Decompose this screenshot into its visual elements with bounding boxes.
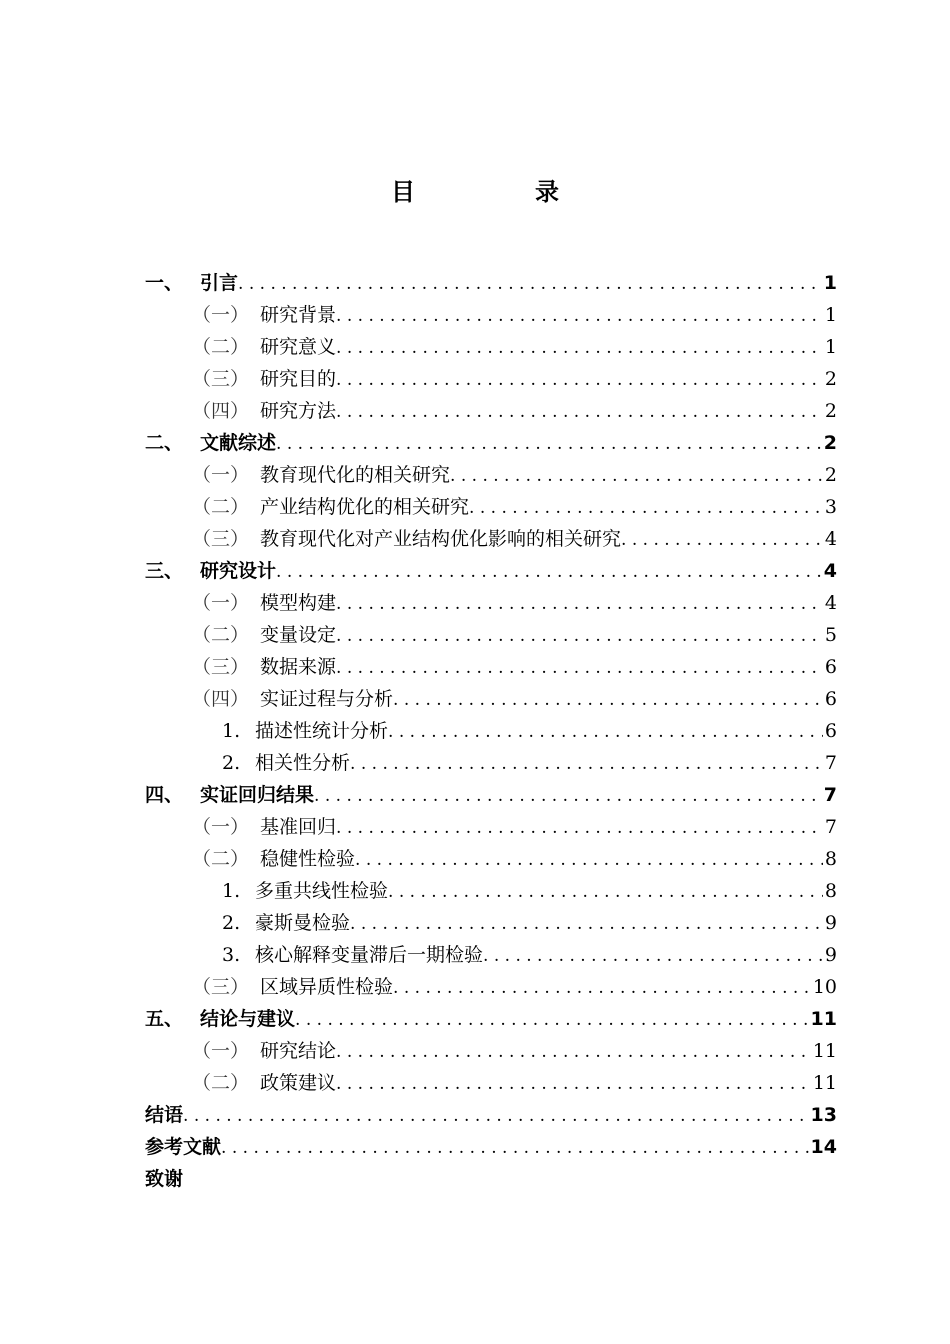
toc-entry-title: 研究背景 — [260, 304, 337, 326]
toc-entry-title: 描述性统计分析 — [255, 720, 389, 742]
toc-entry[interactable] — [145, 779, 837, 811]
toc-entry-page-number: 7 — [823, 784, 837, 806]
dot-leader — [336, 364, 823, 396]
toc-entry-page-number: 4 — [823, 560, 837, 582]
toc-entry-page-number: 6 — [824, 688, 837, 710]
dot-leader — [314, 780, 822, 812]
toc-entry-title: 变量设定 — [260, 624, 337, 646]
toc-entry[interactable] — [145, 331, 837, 363]
dot-leader — [336, 396, 823, 428]
dot-leader — [621, 524, 823, 556]
toc-entry-title: 区域异质性检验 — [260, 976, 394, 998]
toc-entry-title: 致谢 — [145, 1168, 184, 1190]
toc-entry-number: 2. — [222, 752, 241, 774]
toc-entry-page-number: 6 — [824, 656, 837, 678]
toc-entry-title: 实证过程与分析 — [260, 688, 394, 710]
toc-entry-page-number: 10 — [812, 976, 837, 998]
toc-entry-number: 四、 — [145, 784, 184, 806]
dot-leader — [295, 1004, 809, 1036]
dot-leader — [450, 460, 823, 492]
toc-entry[interactable] — [145, 1099, 837, 1131]
toc-entry[interactable] — [145, 1035, 837, 1067]
toc-entry[interactable] — [145, 555, 837, 587]
toc-entry[interactable] — [145, 363, 837, 395]
toc-entry-number: （二） — [192, 496, 250, 518]
dot-leader — [393, 972, 811, 1004]
toc-entry[interactable] — [145, 875, 837, 907]
toc-entry-number: （四） — [192, 688, 250, 710]
toc-entry-title: 稳健性检验 — [260, 848, 356, 870]
toc-entry-page-number: 11 — [812, 1072, 837, 1094]
dot-leader — [393, 684, 823, 716]
toc-entry[interactable] — [145, 587, 837, 619]
toc-entry[interactable] — [145, 715, 837, 747]
toc-entry-title: 多重共线性检验 — [255, 880, 389, 902]
toc-entry-title: 相关性分析 — [255, 752, 351, 774]
toc-entry-title: 模型构建 — [260, 592, 337, 614]
toc-entry[interactable] — [145, 523, 837, 555]
dot-leader — [238, 268, 822, 300]
dot-leader — [483, 940, 823, 972]
dot-leader — [336, 652, 823, 684]
toc-entry-title: 核心解释变量滞后一期检验 — [255, 944, 484, 966]
dot-leader — [350, 908, 823, 940]
toc-entry-number: 1. — [222, 720, 241, 742]
toc-entry-title: 数据来源 — [260, 656, 337, 678]
toc-entry[interactable] — [145, 651, 837, 683]
dot-leader — [276, 556, 822, 588]
dot-leader — [221, 1132, 809, 1164]
toc-entry-title: 引言 — [200, 272, 239, 294]
toc-entry-page-number: 2 — [824, 368, 837, 390]
toc-entry[interactable] — [145, 459, 837, 491]
dot-leader — [388, 716, 823, 748]
toc-entry-number: （三） — [192, 528, 250, 550]
toc-entry-page-number: 2 — [824, 464, 837, 486]
toc-entry-page-number: 2 — [824, 400, 837, 422]
toc-entry-page-number: 8 — [824, 880, 837, 902]
toc-entry-title: 实证回归结果 — [200, 784, 315, 806]
toc-entry-title: 研究结论 — [260, 1040, 337, 1062]
toc-entry-number: 五、 — [145, 1008, 184, 1030]
toc-entry-page-number: 1 — [823, 272, 837, 294]
toc-entry-number: （一） — [192, 1040, 250, 1062]
toc-entry-number: 二、 — [145, 432, 184, 454]
toc-entry[interactable] — [145, 619, 837, 651]
toc-entry-title: 基准回归 — [260, 816, 337, 838]
toc-entry-number: （三） — [192, 368, 250, 390]
toc-entry-page-number: 3 — [824, 496, 837, 518]
toc-entry-title: 政策建议 — [260, 1072, 337, 1094]
dot-leader — [336, 1068, 811, 1100]
toc-entry[interactable] — [145, 1131, 837, 1163]
dot-leader — [336, 300, 823, 332]
toc-entry-page-number: 14 — [810, 1136, 837, 1158]
toc-entry-page-number: 5 — [824, 624, 837, 646]
toc-entry-title: 文献综述 — [200, 432, 277, 454]
toc-entry[interactable] — [145, 971, 837, 1003]
table-of-contents — [145, 267, 837, 1195]
toc-entry-page-number: 7 — [824, 752, 837, 774]
toc-entry-page-number: 11 — [812, 1040, 837, 1062]
dot-leader — [276, 428, 822, 460]
toc-entry[interactable] — [145, 299, 837, 331]
toc-entry-page-number: 4 — [824, 592, 837, 614]
toc-entry-page-number: 6 — [824, 720, 837, 742]
toc-entry-title: 豪斯曼检验 — [255, 912, 351, 934]
toc-entry-page-number: 8 — [824, 848, 837, 870]
toc-entry-number: （二） — [192, 336, 250, 358]
toc-entry-title: 研究方法 — [260, 400, 337, 422]
toc-title: 目 录 — [391, 178, 607, 206]
toc-entry-number: （二） — [192, 624, 250, 646]
toc-entry-page-number: 4 — [824, 528, 837, 550]
toc-entry-page-number: 2 — [823, 432, 837, 454]
toc-entry[interactable] — [145, 395, 837, 427]
toc-entry-number: 2. — [222, 912, 241, 934]
toc-entry-title: 研究目的 — [260, 368, 337, 390]
dot-leader — [469, 492, 823, 524]
toc-entry-number: （四） — [192, 400, 250, 422]
dot-leader — [183, 1100, 809, 1132]
toc-entry-number: （一） — [192, 816, 250, 838]
toc-entry[interactable] — [145, 811, 837, 843]
dot-leader — [336, 812, 823, 844]
dot-leader — [355, 844, 823, 876]
toc-entry-number: （三） — [192, 656, 250, 678]
dot-leader — [336, 332, 823, 364]
toc-entry[interactable] — [145, 267, 837, 299]
toc-entry-number: （二） — [192, 848, 250, 870]
toc-entry-page-number: 7 — [824, 816, 837, 838]
toc-entry-number: （一） — [192, 592, 250, 614]
dot-leader — [336, 1036, 811, 1068]
toc-entry[interactable] — [145, 939, 837, 971]
toc-entry-title: 教育现代化的相关研究 — [260, 464, 451, 486]
dot-leader — [336, 588, 823, 620]
toc-entry[interactable] — [145, 427, 837, 459]
toc-entry-number: 1. — [222, 880, 241, 902]
toc-entry-number: （一） — [192, 464, 250, 486]
toc-entry[interactable] — [145, 491, 837, 523]
dot-leader — [350, 748, 823, 780]
toc-entry-title: 教育现代化对产业结构优化影响的相关研究 — [260, 528, 622, 550]
toc-entry-title: 结论与建议 — [200, 1008, 296, 1030]
toc-entry-number: （一） — [192, 304, 250, 326]
toc-entry[interactable] — [145, 747, 837, 779]
toc-entry-number: （二） — [192, 1072, 250, 1094]
toc-entry-number: 一、 — [145, 272, 184, 294]
toc-entry[interactable] — [145, 907, 837, 939]
toc-entry-title: 产业结构优化的相关研究 — [260, 496, 470, 518]
toc-entry[interactable] — [145, 1067, 837, 1099]
toc-entry-page-number: 9 — [824, 912, 837, 934]
dot-leader — [336, 620, 823, 652]
toc-entry-title: 结语 — [145, 1104, 184, 1126]
toc-entry[interactable] — [145, 843, 837, 875]
toc-entry-title: 研究设计 — [200, 560, 277, 582]
toc-entry-title: 研究意义 — [260, 336, 337, 358]
toc-entry[interactable] — [145, 1163, 837, 1195]
toc-entry-number: 3. — [222, 944, 241, 966]
toc-entry-page-number: 13 — [810, 1104, 837, 1126]
toc-entry-page-number: 1 — [824, 304, 837, 326]
toc-entry[interactable] — [145, 683, 837, 715]
toc-entry-page-number: 9 — [824, 944, 837, 966]
toc-entry-page-number: 11 — [810, 1008, 837, 1030]
dot-leader — [388, 876, 823, 908]
toc-entry-number: 三、 — [145, 560, 184, 582]
toc-entry-title: 参考文献 — [145, 1136, 222, 1158]
toc-entry-number: （三） — [192, 976, 250, 998]
toc-entry-page-number: 1 — [824, 336, 837, 358]
toc-entry[interactable] — [145, 1003, 837, 1035]
